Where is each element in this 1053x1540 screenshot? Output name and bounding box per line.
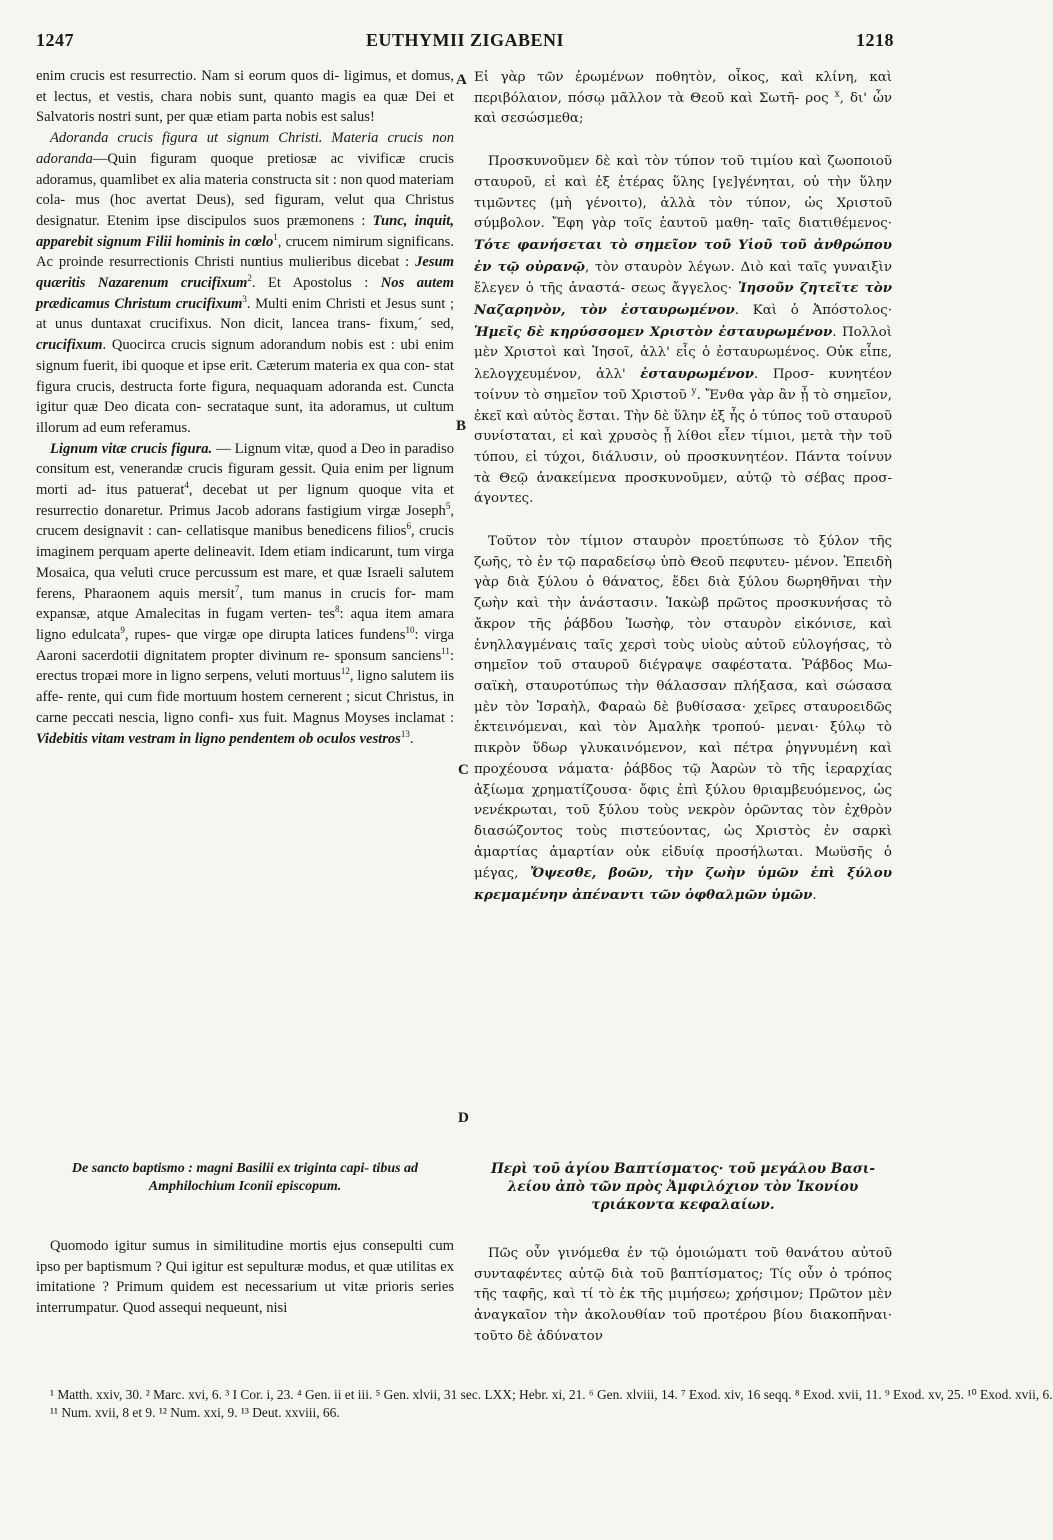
greek-column — [474, 68, 892, 907]
footnote-line-1: ¹ Matth. xxiv, 30. ² Marc. xvi, 6. ³ I Cor. i, 23. ⁴ Gen. ii et iii. ⁵ Gen. xlvii, 31 sec. LXX; Hebr. xi, 21. ⁶ Gen. xlviii, 14. ⁷ Exod. xiv, 16 seqq. ⁸ Exod. xvii, 11. ⁹ Exod. xv, 25. ¹⁰ Exod. xvii, 6. — [50, 1387, 1053, 1402]
latin-section-title: De sancto baptismo : magni Basilii ex triginta capi- tibus ad Amphilochium Iconii episcopum. — [71, 1161, 419, 1194]
latin-subheading-1: Adoranda crucis figura ut signum Christi. Materia crucis non adoranda — [36, 130, 454, 167]
running-title: EUTHYMII ZIGABENI — [365, 30, 565, 50]
margin-marker-d: D — [458, 1110, 469, 1126]
greek-paragraph-4: Πῶς οὖν γινόμεθα ἐν τῷ ὁμοιώματι τοῦ θανάτου αὐτοῦ συνταφέντες αὐτῷ διὰ τοῦ βαπτίσματος; Τίς οὖν ὁ τρόπος τῆς ταφῆς, καὶ τί τὸ ἐκ τῆς μιμήσεω; χρήσιμον; Πρῶτον μὲν ἀναγκαῖον τὴν ἀκολουθίαν τοῦ προτέρου βίου διακοπῆναι· τοῦτο δὲ ἀδύνατον — [474, 1246, 892, 1344]
latin-subheading-2: Lignum vitæ crucis figura. — [50, 440, 213, 457]
greek-section — [474, 1160, 892, 1348]
latin-section — [36, 1160, 454, 1319]
greek-paragraph-2: Προσκυνοῦμεν δὲ καὶ τὸν τύπον τοῦ τιμίου καὶ ζωοποιοῦ σταυροῦ, εἰ καὶ ἐξ ἑτέρας ὕλης [γε]γένηται, οὐ τὴν ὕλην τιμῶντες (μὴ γένοιτο), ἀλλὰ τὸν τύπον, ὡς Χριστοῦ σύμβολον. Ἔφη γὰρ τοῖς ἑαυτοῦ μαθη- ταῖς διατιθέμενος· Τότε φανήσεται τὸ σημεῖον τοῦ Υἱοῦ τοῦ ἀνθρώπου ἐν τῷ οὐρανῷ, τὸν σταυρὸν λέγων. Διὸ καὶ ταῖς γυναιξὶν ἔλεγεν ὁ τῆς ἀναστά- σεως ἄγγελος· Ἰησοῦν ζητεῖτε τὸν Ναζαρηνὸν, τὸν ἐσταυρωμένον. Καὶ ὁ Ἀπόστολος· Ἡμεῖς δὲ κηρύσσομεν Χριστὸν ἐσταυρωμένον. Πολλοὶ μὲν Χριστοὶ καὶ Ἰησοῖ, ἀλλ' εἷς ὁ ἐσταυρωμένος. Οὐκ εἶπε, λελογχευμένον, ἀλλ' ἐσταυρωμένον. Προσ- κυνητέον τοίνυν τὸ σημεῖον τοῦ Χριστοῦ $^y$. Ἔνθα γὰρ ἂν ᾖ τὸ σημεῖον, ἐκεῖ καὶ αὐτὸς ἔσται. Τὴν δὲ ὕλην ἐξ ἧς ὁ τύπος τοῦ σταυροῦ συνίσταται, εἰ καὶ χρυσὸς ᾖ λίθοι εἶεν τίμιοι, μετὰ τὴν τοῦ τύπου, εἰ τύχοι, διάλυσιν, οὐ προσκυνητέον. Πάντα τοίνυν τὰ Θεῷ ἀνακείμενα προσκυνοῦμεν, αὐτῷ τὸ σέβας προσ- άγοντες. — [474, 154, 893, 507]
margin-marker-c: C — [458, 762, 469, 778]
margin-marker-b: B — [456, 418, 467, 434]
latin-paragraph-2: Adoranda crucis figura ut signum Christi. Materia crucis non adoranda—Quin figuram quoque pretiosæ ac vivificæ crucis adoramus, quamlibet ex alia materia constructa sit : non quod materiam cola- mus (hoc avertat Deus), sed figuram, velut qua Christus designatur. Etenim ipse discipulos suos præmonens : Tunc, inquit, apparebit signum Filii hominis in cœlo$^1$, crucem nimirum significans. Ac proinde resurrectionis Christi nuntius mulieribus dicebat : Jesum quæritis Nazarenum crucifixum$^2$. Et Apostolus : Nos autem prædicamus Christum crucifixum$^3$. Multi enim Christi et Jesus sunt ; at unus duntaxat crucifixus. Non dicit, lancea trans- fixum,´ sed, crucifixum. Quocirca crucis signum adorandum nobis est : ubi enim signum fuerit, ibi quoque et ipse erit. Cæterum materia ex qua con- stat figura crucis, destructa forte figura, nequaquam adoranda est. Cuncta igitur quæ Deo dicata con- secrataque sunt, ita adoramus, ut cultum illorum ad eum referamus. — [36, 130, 455, 436]
margin-marker-a: A — [456, 72, 467, 88]
footnotes — [50, 1386, 1053, 1422]
page-header — [36, 30, 894, 58]
footnote-line-2: ¹¹ Num. xvii, 8 et 9. ¹² Num. xxi, 9. ¹³ Deut. xxviii, 66. — [50, 1405, 340, 1420]
greek-paragraph-3: Τοῦτον τὸν τίμιον σταυρὸν προετύπωσε τὸ ξύλον τῆς ζωῆς, τὸ ἐν τῷ παραδείσῳ ὑπὸ Θεοῦ πεφυτευ- μένον. Ἐπειδὴ γὰρ διὰ ξύλου ὁ θάνατος, ἔδει διὰ ξύλου δωρηθῆναι τὴν ζωὴν καὶ τὴν ἀνάστασιν. Ἰακὼβ πρῶτος προσκυνήσας τὸ ἄκρον τῆς ῥάβδου Ἰωσὴφ, τὸν σταυρὸν εἰκόνισε, καὶ ἐνηλλαγμέναις ταῖς χερσὶ τοὺς υἱοὺς αὐτοῦ εὐλογήσας, τὸ σημεῖον τοῦ σταυροῦ διέγραψε σαφέστατα. Ῥάβδος Μω- σαϊκὴ, σταυροτύπως τὴν θάλασσαν πλήξασα, καὶ σώσασα μὲν τὸν Ἰσραὴλ, Φαραὼ δὲ βυθίσασα· χεῖρες σταυροειδῶς ἐκτεινόμεναι, καὶ τὸν Ἀμαλὴκ τροπού- μεναι· ξύλῳ τὸ πικρὸν ὕδωρ γλυκαινόμενον, καὶ πέτρα ῥηγνυμένη καὶ προχέουσα νάματα· ῥάβδος τῷ Ἀαρὼν τὸ τῆς ἱεραρχίας ἀξίωμα χρηματίζουσα· ὄφις ἐπὶ ξύλου θριαμβευόμενος, ὡς νενέκρωται, τοῦ ξύλου τοὺς νεκρὸν ὁρῶντας τὸν ἐχθρὸν διασώζοντος τοὺς πιστεύοντας, ὡς Χριστὸς ἐν σαρκὶ ἁμαρτίας ἁμαρτίαν οὐκ εἰδυίᾳ προσήλωται. Μωϋσῆς ὁ μέγας, Ὄψεσθε, βοῶν, τὴν ζωὴν ὑμῶν ἐπὶ ξύλου κρεμαμένην ἀπέναντι τῶν ὀφθαλμῶν ὑμῶν. — [474, 534, 892, 904]
greek-section-title: Περὶ τοῦ ἁγίου Βαπτίσματος· τοῦ μεγάλου Βασι- λείου ἀπὸ τῶν πρὸς Ἀμφιλόχιον τὸν Ἰκονίου τριάκοντα κεφαλαίων. — [490, 1161, 876, 1213]
latin-paragraph-3: Lignum vitæ crucis figura. — Lignum vitæ, quod a Deo in paradiso consitum est, venerandæ crucis figuram gessit. Quia enim per lignum morti ad- itus patuerat$^4$, decebat ut per lignum quoque vita et resurrectio donaretur. Primus Jacob adorans fastigium virgæ Joseph$^5$, crucem designavit : can- cellatisque manibus benedicens filios$^6$, crucis imaginem perquam aperte delineavit. Idem etiam indicarunt, tum virga Mosaica, qua veluti cruce percussum est mare, et quæ Israeli salutem ferens, Pharaonem aquis mersit$^7$, tum manus in crucis for- mam expansæ, atque Amalecitas in fugam verten- tes$^8$: aqua item amara ligno edulcata$^9$, rupes- que virgæ ope dirupta latices fundens$^{10}$: virga Aaroni sacerdotii dignitatem propter divinum re- sponsum sanciens$^{11}$: erectus tropæi more in ligno serpens, veluti mortuus$^{12}$, ligno salutem iis affe- rente, qui cum fide mortuum hostem cernerent ; sicut Christus, in carne peccati nescia, ligno confi- xus fuit. Magnus Moyses inclamat : Videbitis vitam vestram in ligno pendentem ob oculos vestros$^{13}$. — [36, 440, 455, 747]
latin-column — [36, 66, 454, 749]
latin-paragraph-1: enim crucis est resurrectio. Nam si eorum quos di- ligimus, et domus, et lectus, et vestis, chara nobis sunt, quanto magis ea quæ Dei et Salvatoris nostri sunt, per quæ etiam parta nobis est salus! — [36, 68, 454, 126]
page-number-right: 1218 — [856, 30, 894, 50]
greek-paragraph-1: Εἰ γὰρ τῶν ἐρωμένων ποθητὸν, οἶκος, καὶ κλίνη, καὶ περιβόλαιον, πόσῳ μᾶλλον τὰ Θεοῦ καὶ Σωτῆ- ρος $^x$, δι' ὧν καὶ σεσώσμεθα; — [474, 70, 893, 127]
latin-paragraph-4: Quomodo igitur sumus in similitudine mortis ejus consepulti cum ipso per baptismum ? Qui igitur est sepulturæ modus, et quæ utilitas ex imitatione ? Primum quidem est necessarium ut vitæ prioris series interrumpatur. Quod assequi nequeunt, nisi — [36, 1238, 454, 1317]
page-number-left: 1247 — [36, 30, 74, 50]
